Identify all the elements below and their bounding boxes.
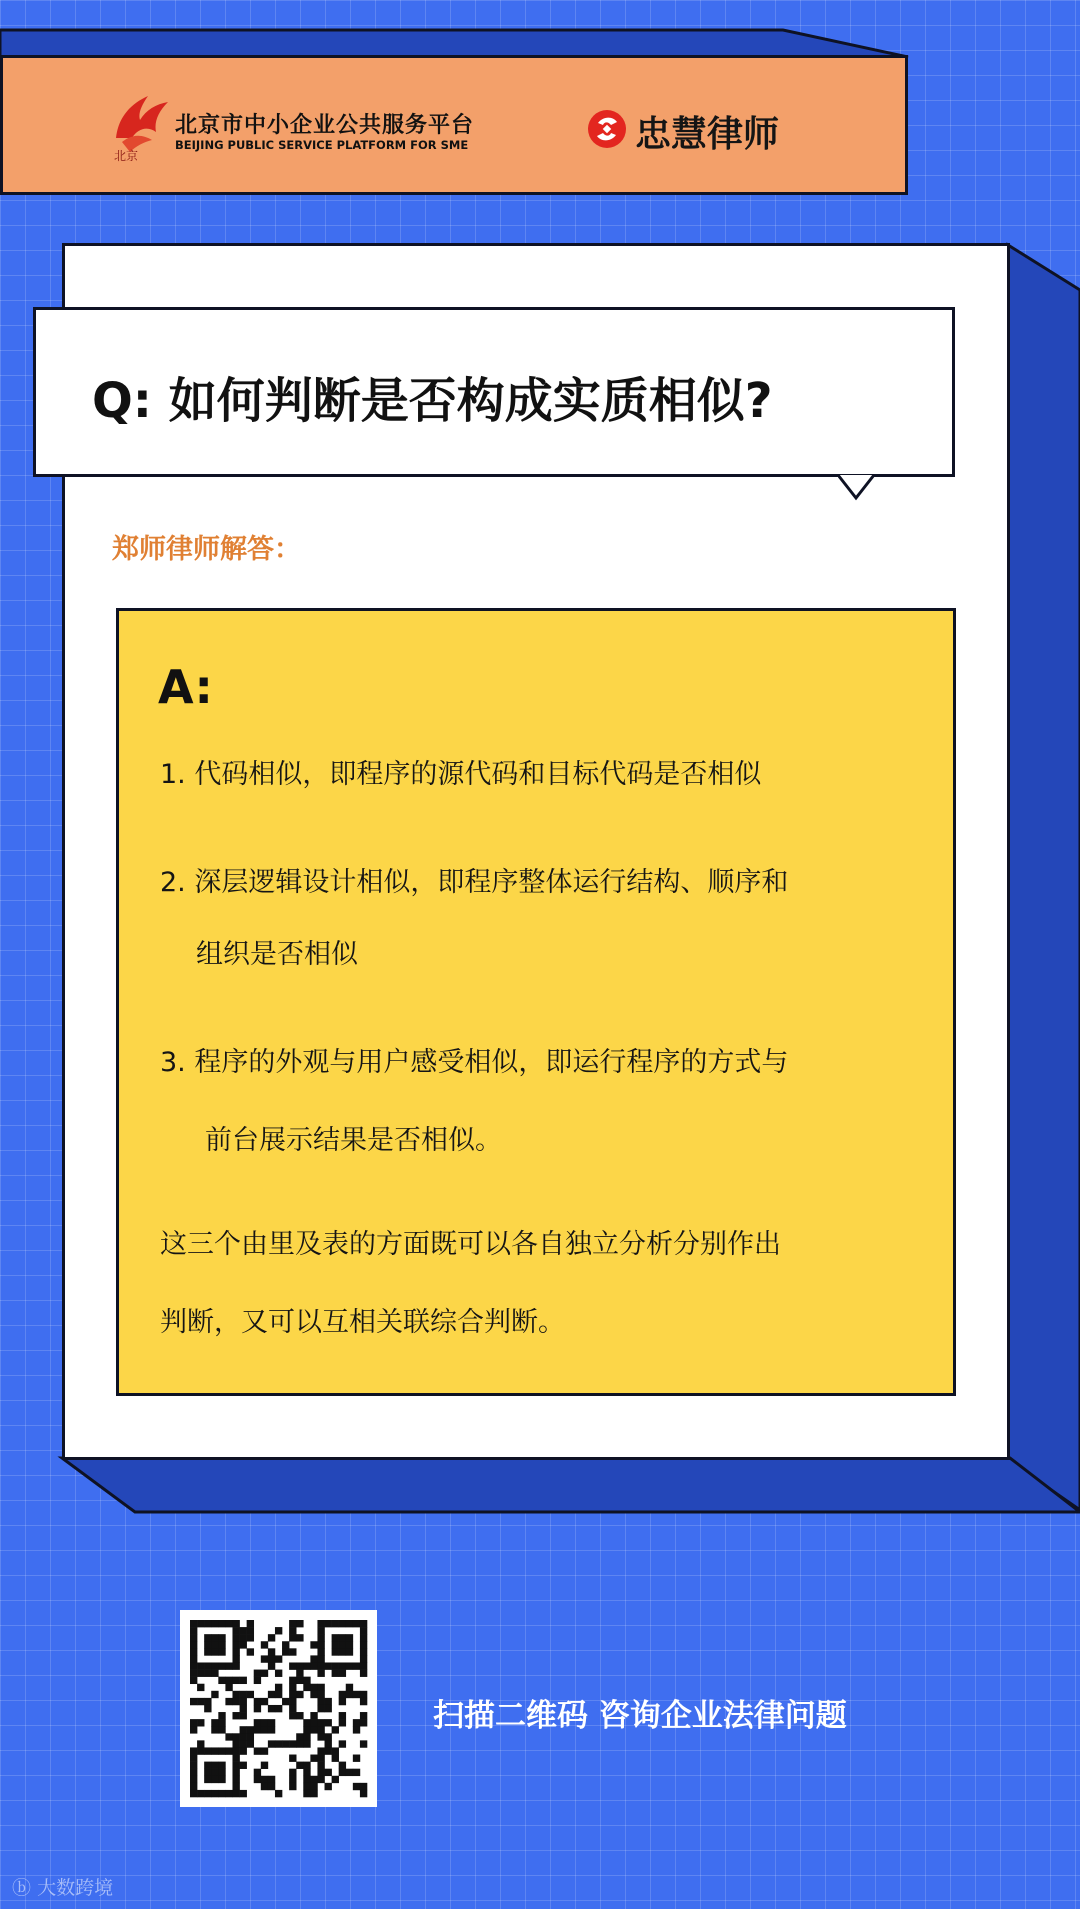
answer-item-3-line-1: 3. 程序的外观与用户感受相似，即运行程序的方式与 [160, 1047, 789, 1078]
scan-qr-cta: 扫描二维码 咨询企业法律问题 [433, 1698, 847, 1734]
watermark [12, 1873, 113, 1900]
answer-summary-line-2: 判断，又可以互相关联综合判断。 [160, 1307, 565, 1338]
qr-code[interactable] [180, 1610, 377, 1807]
watermark-text: 大数跨境 [37, 1877, 114, 1899]
bubble-tail [838, 474, 878, 504]
answerer-label: 郑师律师解答： [112, 534, 301, 565]
platform-name-cn: 北京市中小企业公共服务平台 [175, 113, 475, 138]
answer-box [116, 608, 956, 1396]
law-firm-name: 忠慧律师 [635, 114, 780, 155]
platform-logo-text: 北京 [114, 149, 139, 162]
watermark-icon: ⓑ [12, 1877, 32, 1899]
answer-item-3-line-2: 前台展示结果是否相似。 [205, 1125, 502, 1156]
answer-summary-line-1: 这三个由里及表的方面既可以各自独立分析分别作出 [160, 1229, 781, 1260]
answer-label: A: [158, 660, 213, 714]
answer-item-1: 1. 代码相似，即程序的源代码和目标代码是否相似 [160, 759, 762, 790]
platform-name-en: BEIJING PUBLIC SERVICE PLATFORM FOR SME [175, 138, 469, 152]
question-text: Q: 如何判断是否构成实质相似? [92, 373, 773, 429]
answer-item-2-line-1: 2. 深层逻辑设计相似，即程序整体运行结构、顺序和 [160, 867, 789, 898]
answer-item-2-line-2: 组织是否相似 [196, 939, 358, 970]
